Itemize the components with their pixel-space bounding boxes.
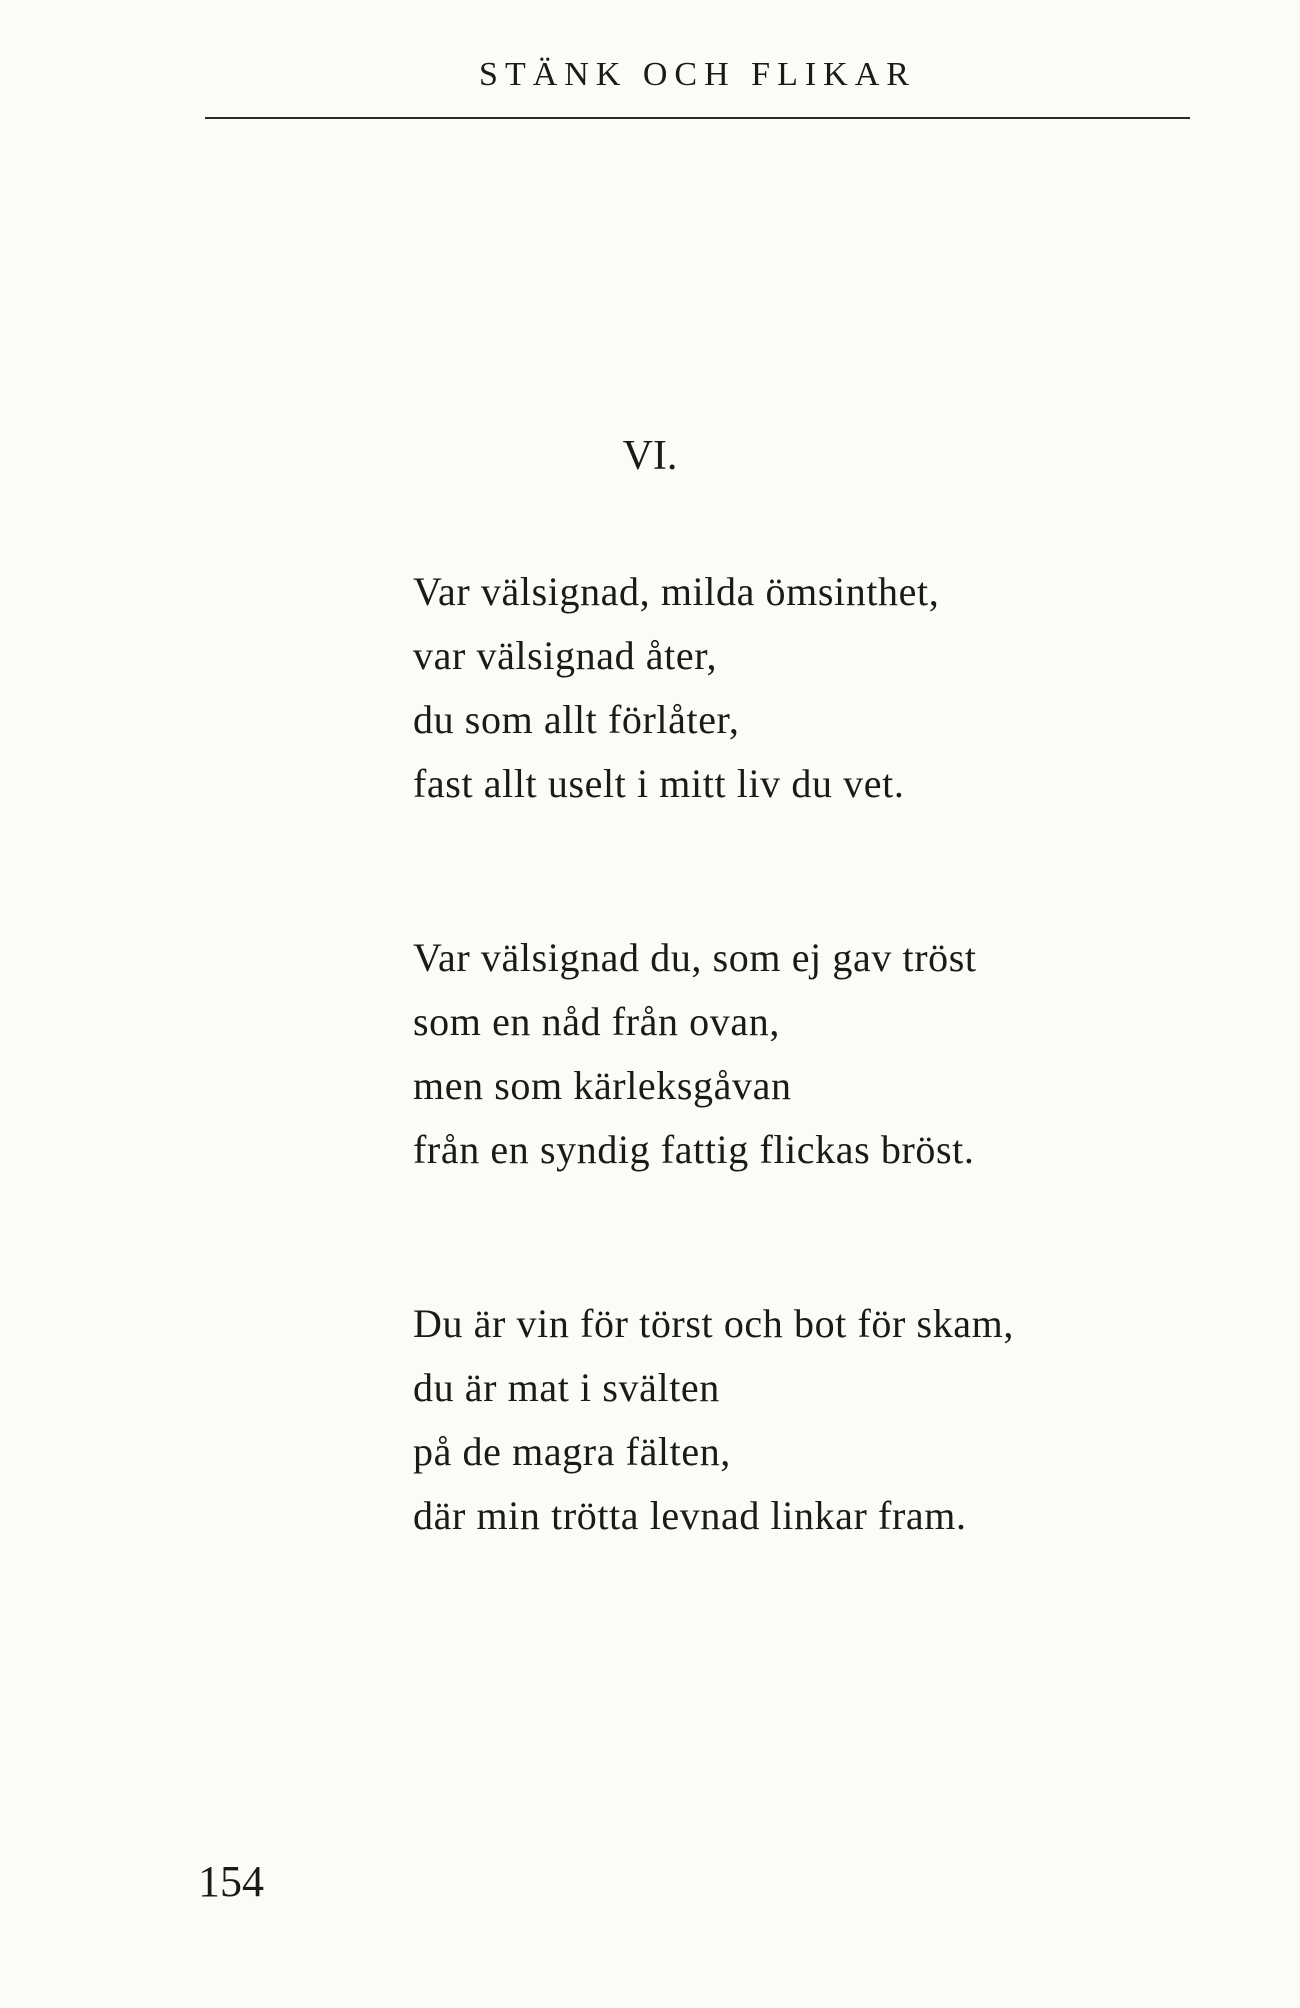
poem-line: men som kärleksgåvan [413, 1063, 792, 1108]
poem-line: från en syndig fattig flickas bröst. [413, 1127, 975, 1172]
poem-line: fast allt uselt i mitt liv du vet. [413, 761, 905, 806]
poem-line: Var välsignad du, som ej gav tröst [413, 935, 977, 980]
stanza-2 [413, 926, 1213, 1182]
stanza-3 [413, 1292, 1213, 1548]
page-number: 154 [198, 1857, 264, 1906]
poem-line: som en nåd från ovan, [413, 999, 780, 1044]
poem-line: Du är vin för törst och bot för skam, [413, 1301, 1014, 1346]
poem-body [413, 560, 1213, 1658]
section-number: VI. [622, 433, 678, 479]
poem-line: på de magra fälten, [413, 1429, 731, 1474]
running-header: STÄNK OCH FLIKAR [479, 56, 916, 93]
poem-line: du som allt förlåter, [413, 697, 740, 742]
poem-line: Var välsignad, milda ömsinthet, [413, 569, 940, 614]
poem-line: du är mat i svälten [413, 1365, 720, 1410]
stanza-1 [413, 560, 1213, 816]
poem-line: där min trötta levnad linkar fram. [413, 1493, 967, 1538]
poem-line: var välsignad åter, [413, 633, 718, 678]
header-rule [205, 117, 1190, 119]
